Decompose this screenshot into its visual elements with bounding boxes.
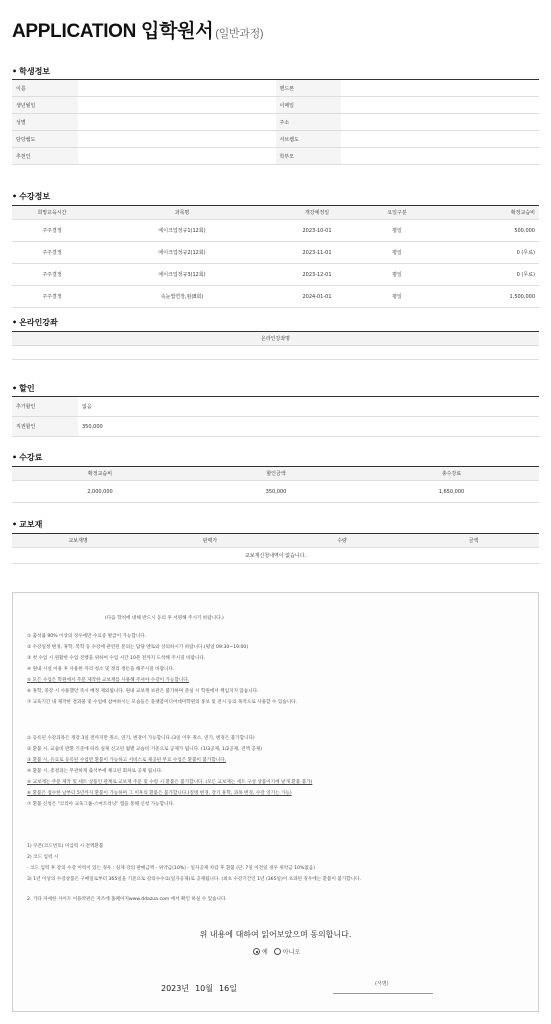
cell: 500,000	[514, 227, 535, 234]
cell: 평일	[392, 250, 402, 256]
cell: 주주결정	[42, 250, 62, 256]
notice-line: ⑥ 환불은 접수한 날부터 5년까지 환불이 가능하며 그 이후의 환불은 불가합니다.(질병 변경, 장기 휴학, 과목 변경, 수강 연기는 가능)	[27, 791, 292, 796]
title-subtitle: (일반과정)	[215, 28, 264, 40]
cell: 에이크업정규3(12회)	[158, 272, 206, 278]
cell: 0 (무료)	[516, 250, 535, 256]
notice-line: ④ 환불 시, 총결과는 무관하게 출석부에 체크된 회차로 공제 됩니다.	[27, 769, 163, 774]
agree-no-radio[interactable]	[274, 947, 300, 956]
label-email: 이메일	[276, 97, 342, 113]
table-row	[12, 286, 539, 308]
sign-date	[161, 983, 237, 994]
col-header-textbook-name: 교보재명	[68, 538, 88, 544]
notice-line: 1) 쿠폰(코드번호) 미입력 시 전액환불	[27, 844, 104, 849]
notice-line: ④ 원내 시설 이용 후 사용한 자리 청소 및 정리 정돈을 해주시길 바랍니다.	[27, 667, 175, 672]
table-row	[12, 114, 539, 131]
value-direct-discount: 350,000	[82, 423, 103, 430]
col-header-day: 요일구분	[387, 210, 407, 216]
date-month: 10월	[195, 984, 214, 993]
table-row	[12, 346, 539, 360]
notice-line: 2) 코드 입력 시	[27, 855, 59, 860]
notice-line: ⑦ 교육기간 내 제작한 결과물 및 수업에 참여하시는 모습들은 플랫폼미디어데미학원의 홍보 및 전시 등의 목적으로 사용할 수 있습니다.	[27, 700, 298, 705]
notice-line: - 코드 입력 후 강의 수강 이력이 있는 경우 : 실제 강의 판매금액 - 위약금(10%) - 일자공제 차감 후 환불 (단, 7일 이전일 경우 위약금 10%없음)	[27, 866, 316, 871]
label-sub-mentor: 서브쌤도	[276, 131, 342, 147]
courses-table	[12, 205, 539, 308]
date-day: 16일	[219, 984, 237, 993]
table-row	[12, 131, 539, 148]
agree-statement: 위 내용에 대하여 읽어보았으며 동의합니다.	[199, 930, 352, 939]
textbook-table	[12, 533, 539, 564]
cell: 평일	[392, 228, 402, 234]
col-header-confirmed-fee: 확정교습비	[87, 471, 113, 477]
col-header-price: 판매가	[202, 538, 218, 544]
section-title-online: • 온라인강좌	[12, 318, 58, 327]
table-row	[12, 264, 539, 286]
label-name: 이름	[12, 80, 78, 96]
label-extra-discount: 추가할인	[12, 397, 78, 416]
cell: 에이크업정규1(12회)	[158, 228, 206, 234]
notice-line: ⑦ 환불 신청은 "코리아 교육그룹-스마트러닝" 앱을 통해 신청 가능합니다.	[27, 802, 175, 807]
agree-yes-radio[interactable]	[253, 947, 268, 956]
textbook-empty-message: 교보재신청내역이 없습니다.	[244, 553, 307, 559]
table-header-row	[12, 534, 539, 548]
cell: 주주결정	[42, 272, 62, 278]
table-row	[12, 548, 539, 564]
table-row	[12, 220, 539, 242]
notice-line: ② 환불 시, 교습비 반환 기준에 따라 실제 신고된 월별 교습비 기준으로 공제가 됩니다. (1/3공제, 1/2공제, 전액 공제)	[27, 747, 263, 752]
label-parent: 학부모	[276, 148, 342, 164]
notice-line: ③ 환불 시, 유료로 등록된 수업만 환불이 가능하고 서비스로 제공된 무료 수업은 환불이 불가합니다.	[27, 758, 227, 763]
cell: 평일	[392, 272, 402, 278]
cell: 1,500,000	[509, 293, 535, 300]
notice-line: ③ 첫 수업 시 원활한 수업 진행을 위하여 수업 시간 10분 전까지 도착해 주시길 바랍니다.	[27, 656, 206, 661]
table-header-row	[12, 206, 539, 220]
col-header-start: 개강예정일	[304, 210, 330, 216]
agree-radio-group	[253, 947, 300, 956]
notice-line: 2. 기타 자세한 사이트 이용약관은 자즈에 홈페이지www.ddazua.com 에서 확인 하실 수 있습니다.	[27, 897, 227, 902]
col-header-discount-amount: 할인금액	[266, 471, 286, 477]
table-row	[12, 242, 539, 264]
col-header-subject: 과목명	[174, 210, 190, 216]
label-mentor: 담당쌤도	[12, 131, 78, 147]
col-header-fee: 확정교습비	[510, 210, 535, 216]
label-birth: 생년월일	[12, 97, 78, 113]
table-row	[12, 97, 539, 114]
radio-selected-icon	[253, 948, 260, 955]
section-title-courses: • 수강정보	[12, 192, 51, 201]
notice-line: 3) 1년 이상의 수강상품은 구매일로부터 365일을 기준으로 강의수수료(일자공제)로 공제됩니다. (최초 수강기간인 1년 (365일)이 초과된 경우에는 환불이 불가합니다.	[27, 877, 362, 882]
agree-yes-label: 예	[262, 949, 268, 956]
table-row	[12, 80, 539, 97]
label-direct-discount: 직권할인	[12, 417, 78, 436]
table-row	[12, 397, 539, 417]
cell: 속눈썹연장,펌(8회)	[160, 294, 204, 300]
cell: 0 (무료)	[516, 272, 535, 278]
table-row	[12, 148, 539, 165]
col-header-online: 온라인강좌명	[261, 336, 290, 342]
notice-line: ⑤ 모든 수업은 학원에서 주문 제작한 교보재를 사용해 주셔야 수강이 가능합니다.	[27, 678, 190, 683]
col-header-total-fee: 총수강료	[441, 471, 462, 477]
section-title-discount: • 할인	[12, 384, 35, 393]
notice-line: ① 출석률 90% 이상의 경우에만 수료증 발급이 가능합니다.	[27, 634, 147, 639]
total-fee-value: 1,650,000	[438, 488, 465, 495]
title-text: APPLICATION 입학원서	[12, 21, 214, 42]
cell: 2023-12-01	[302, 271, 332, 278]
col-header-time: 희망교육시간	[37, 210, 67, 216]
confirmed-fee-value: 2,000,000	[87, 488, 113, 495]
label-phone: 핸드폰	[276, 80, 342, 96]
online-table	[12, 331, 539, 360]
table-header-row	[12, 467, 539, 481]
notice-line: ① 등록된 수강과목은 개강 3일 전까지만 취소, 연기, 변경이 가능합니다.(3일 이후 취소, 연기, 변경은 불가합니다)	[27, 736, 255, 741]
table-header-row	[12, 332, 539, 346]
section-title-textbook: • 교보재	[12, 520, 43, 529]
cell: 에이크업정규2(12회)	[158, 250, 206, 256]
student-table	[12, 79, 539, 165]
section-title-student: • 학생정보	[12, 67, 51, 76]
cell: 평일	[392, 294, 402, 300]
discount-amount-value: 350,000	[265, 488, 287, 495]
cell: 2023-10-01	[302, 227, 332, 234]
table-row	[12, 417, 539, 437]
agree-no-label: 아니오	[282, 949, 301, 956]
cell: 2024-01-01	[302, 293, 332, 300]
label-address: 주소	[276, 114, 342, 130]
radio-empty-icon	[274, 948, 281, 955]
value-extra-discount: 없음	[82, 404, 92, 410]
signature-label: (서명)	[375, 981, 389, 987]
section-title-fee: • 수강료	[12, 453, 43, 462]
fee-table	[12, 466, 539, 503]
table-row	[12, 481, 539, 503]
col-header-amount: 금액	[468, 538, 479, 544]
col-header-qty: 수량	[337, 538, 347, 544]
label-gender: 성별	[12, 114, 78, 130]
page-title	[12, 16, 263, 43]
discount-table	[12, 396, 539, 437]
date-year: 2023년	[161, 984, 190, 993]
cell: 주주결정	[42, 294, 62, 300]
notice-intro: (다음 학칙에 대해 반드시 동의 후 서명해 주시기 바랍니다.)	[105, 616, 224, 621]
cell: 주주결정	[42, 228, 62, 234]
notice-line: ⑤ 교보재는 주문 제작 및 세트 상품인 관계로 교보재 주문 및 수령 시 환불은 불가합니다. (모든 교보재는 세트 구성 상품이기에 낱개 환불 불가)	[27, 780, 313, 785]
label-referrer: 추천인	[12, 148, 78, 164]
cell: 2023-11-01	[302, 249, 332, 256]
notice-line: ② 수강일정 변경, 휴학, 복학 등 수강에 관련된 문의는 담당 멘토와 상의하시기 바랍니다.(평일 09:30~19:00)	[27, 645, 249, 650]
notice-line: ⑥ 휴학, 중강 시 사용했던 즉시 배정 제외됩니다. 원내 교보재 보관은 불가하며 분실 시 학원에서 책임지지 않습니다.	[27, 689, 259, 694]
agreement-box	[12, 592, 539, 1012]
